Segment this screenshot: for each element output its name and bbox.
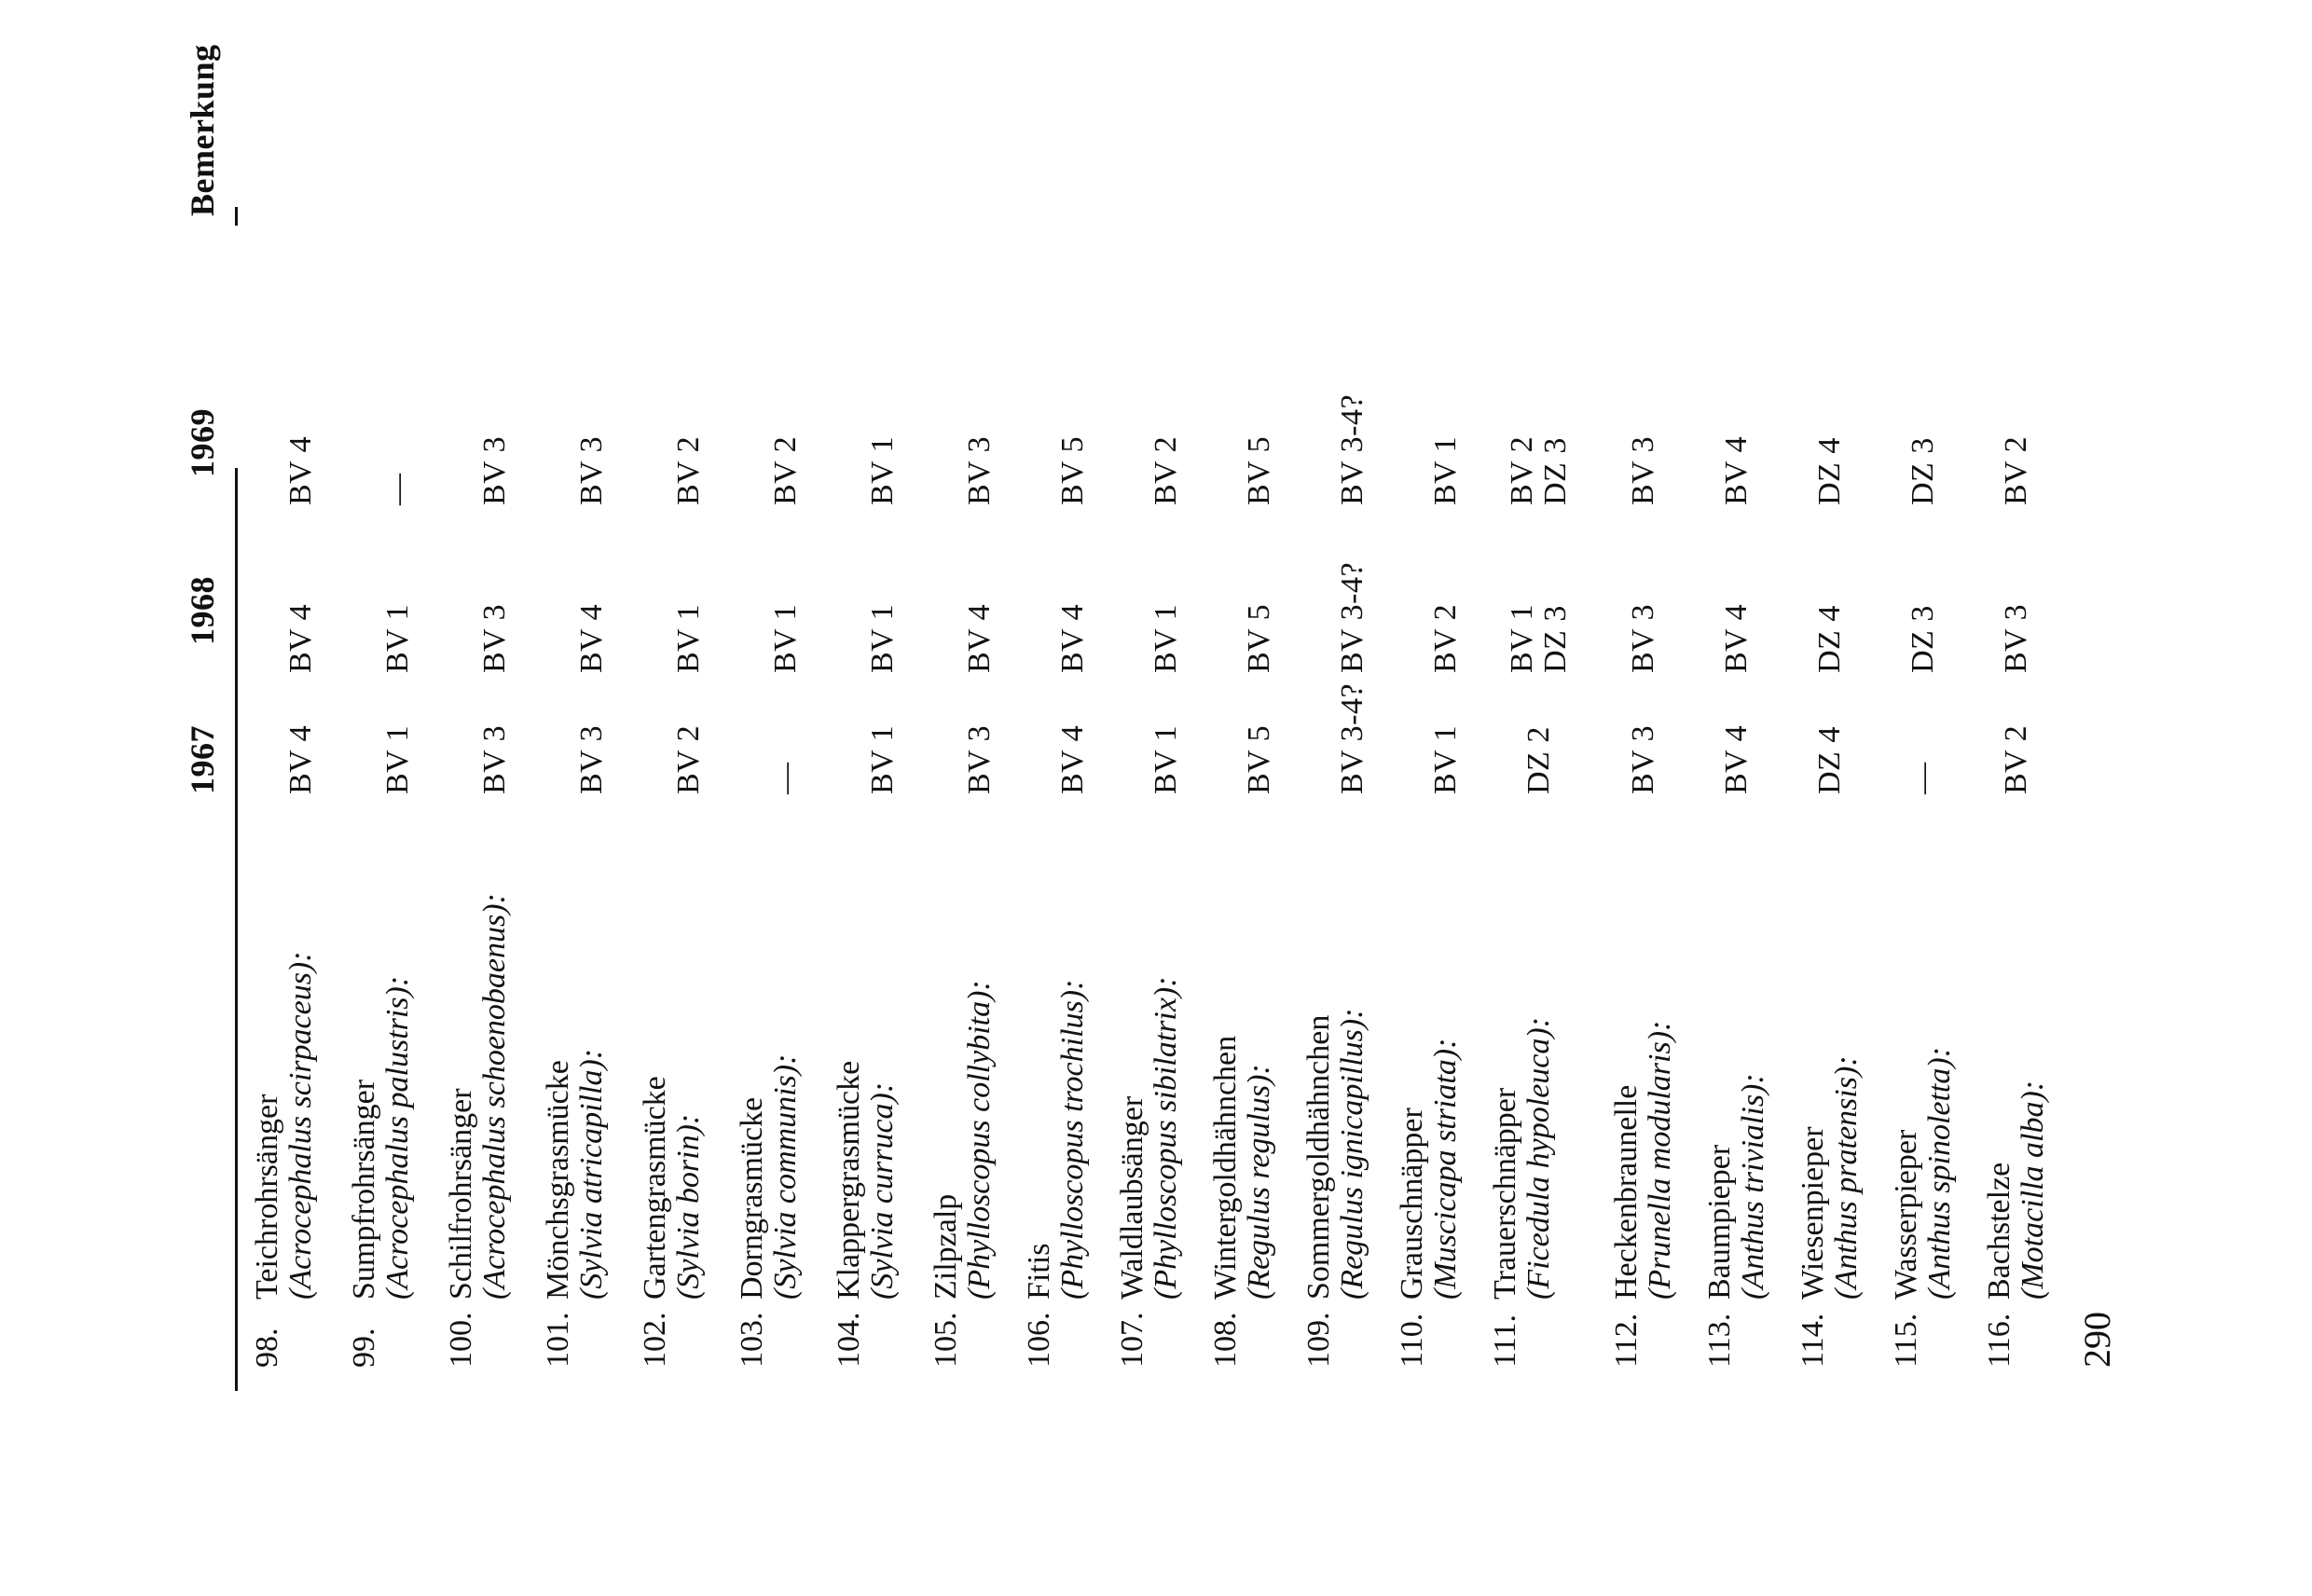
value-1969: BV 3 xyxy=(962,435,997,505)
scientific-name: (Anthus spinoletta): xyxy=(1922,1046,1957,1300)
value-1969: BV 3-4? xyxy=(1335,393,1369,505)
value-1968: BV 4 xyxy=(962,603,997,673)
scientific-name: (Regulus ignicapillus): xyxy=(1335,1008,1369,1300)
value-1967: BV 1 xyxy=(380,724,415,794)
value-1969: BV 3 xyxy=(477,435,512,505)
value-1968: DZ 4 xyxy=(1812,605,1847,673)
value-1969: BV 2 xyxy=(1149,435,1183,505)
entry-number: 99. xyxy=(347,1328,381,1368)
common-name: Heckenbraunelle xyxy=(1609,1084,1644,1300)
value-1967: BV 4 xyxy=(1055,724,1090,794)
value-1968: BV 1 xyxy=(1149,603,1183,673)
value-1967: — xyxy=(1906,762,1940,794)
common-name: Baumpieper xyxy=(1702,1144,1737,1300)
value-1968: BV 4 xyxy=(574,603,609,673)
common-name: Gartengrasmücke xyxy=(638,1076,672,1300)
entry-number: 115. xyxy=(1889,1313,1923,1368)
value-1967: DZ 4 xyxy=(1812,726,1847,794)
value-1967: BV 3-4? xyxy=(1335,682,1369,794)
value-1967: BV 4 xyxy=(283,724,318,794)
common-name: Teichrohrsänger xyxy=(250,1094,284,1300)
header-remark: Bemerkung xyxy=(184,44,221,216)
value-1969: DZ 3 xyxy=(1906,437,1940,505)
value-1967: DZ 2 xyxy=(1521,726,1556,794)
value-1967: BV 4 xyxy=(1719,724,1754,794)
common-name: Waldlaubsänger xyxy=(1115,1095,1149,1300)
common-name: Sommergoldhähnchen xyxy=(1301,1014,1336,1300)
value-1969: BV 1 xyxy=(1428,435,1463,505)
common-name: Wintergoldhähnchen xyxy=(1208,1035,1243,1300)
value-1967: — xyxy=(768,762,803,794)
entry-number: 105. xyxy=(929,1312,963,1368)
common-name: Dorngrasmücke xyxy=(735,1096,769,1300)
scientific-name: (Regulus regulus): xyxy=(1242,1064,1276,1300)
scientific-name: (Anthus pratensis): xyxy=(1829,1055,1864,1300)
value-1968: BV 4 xyxy=(283,603,318,673)
common-name: Klappergrasmücke xyxy=(832,1060,866,1300)
scientific-name: (Acrocephalus schoenobaenus): xyxy=(477,893,512,1300)
common-name: Trauerschnäpper xyxy=(1488,1087,1522,1300)
value-1968: BV 1 xyxy=(380,603,415,673)
entry-number: 111. xyxy=(1488,1314,1522,1368)
value-1969: BV 2 xyxy=(1505,435,1539,505)
value-1968: BV 2 xyxy=(1428,603,1463,673)
header-1968: 1968 xyxy=(184,576,221,645)
scientific-name: (Phylloscopus collybita): xyxy=(962,980,997,1300)
entry-number: 98. xyxy=(250,1328,284,1368)
scientific-name: (Sylvia atricapilla): xyxy=(574,1048,609,1300)
common-name: Wasserpieper xyxy=(1889,1129,1923,1300)
scientific-name: (Phylloscopus trochilus): xyxy=(1055,979,1090,1300)
entry-number: 103. xyxy=(735,1312,769,1368)
scientific-name: (Ficedula hypoleuca): xyxy=(1521,1016,1556,1300)
value-1969: BV 2 xyxy=(1999,435,2033,505)
scientific-name: (Phylloscopus sibilatrix): xyxy=(1149,976,1183,1300)
scientific-name: (Acrocephalus scirpaceus): xyxy=(283,951,318,1300)
common-name: Mönchsgrasmücke xyxy=(541,1060,575,1300)
common-name: Zilpzalp xyxy=(929,1193,963,1300)
header-1967: 1967 xyxy=(184,725,221,794)
value-1967: BV 1 xyxy=(1428,724,1463,794)
value-1969: BV 2 xyxy=(768,435,803,505)
value-1968: DZ 3 xyxy=(1906,605,1940,673)
value-1968: BV 4 xyxy=(1055,603,1090,673)
entry-number: 104. xyxy=(832,1312,866,1368)
value-1967: BV 1 xyxy=(865,724,900,794)
scientific-name: (Sylvia communis): xyxy=(768,1053,803,1300)
entry-number: 107. xyxy=(1115,1312,1149,1368)
common-name: Wiesenpieper xyxy=(1796,1126,1830,1300)
value-1967: BV 3 xyxy=(574,724,609,794)
common-name: Sumpfrohrsänger xyxy=(347,1079,381,1300)
value-1967: BV 3 xyxy=(477,724,512,794)
value-1968-second: DZ 3 xyxy=(1538,605,1573,673)
value-1968: BV 4 xyxy=(1719,603,1754,673)
value-1967: BV 2 xyxy=(1999,724,2033,794)
value-1969: — xyxy=(380,473,415,505)
value-1968: BV 3 xyxy=(1999,603,2033,673)
value-1968: BV 1 xyxy=(768,603,803,673)
entry-number: 108. xyxy=(1208,1312,1243,1368)
common-name: Fitis xyxy=(1022,1243,1056,1300)
scientific-name: (Anthus trivialis): xyxy=(1736,1073,1770,1300)
value-1969-second: DZ 3 xyxy=(1538,437,1573,505)
value-1968: BV 1 xyxy=(671,603,706,673)
entry-number: 116. xyxy=(1982,1313,2016,1368)
value-1969: BV 2 xyxy=(671,435,706,505)
scientific-name: (Sylvia curruca): xyxy=(865,1081,900,1300)
value-1967: BV 2 xyxy=(671,724,706,794)
value-1968: BV 3-4? xyxy=(1335,561,1369,673)
entry-number: 113. xyxy=(1702,1313,1737,1368)
value-1967: BV 5 xyxy=(1242,724,1276,794)
value-1969: BV 4 xyxy=(1719,435,1754,505)
scientific-name: (Acrocephalus palustris): xyxy=(380,975,415,1300)
value-1969: BV 3 xyxy=(1626,435,1660,505)
value-1968: BV 1 xyxy=(865,603,900,673)
header-rule-right xyxy=(235,207,238,226)
common-name: Grauschnäpper xyxy=(1395,1108,1429,1300)
header-1969: 1969 xyxy=(184,408,221,477)
entry-number: 106. xyxy=(1022,1312,1056,1368)
entry-number: 114. xyxy=(1796,1313,1830,1368)
value-1969: BV 5 xyxy=(1242,435,1276,505)
entry-number: 101. xyxy=(541,1312,575,1368)
entry-number: 100. xyxy=(444,1312,478,1368)
value-1969: BV 1 xyxy=(865,435,900,505)
common-name: Bachstelze xyxy=(1982,1162,2016,1300)
value-1969: BV 3 xyxy=(574,435,609,505)
value-1967: BV 3 xyxy=(962,724,997,794)
header-rule xyxy=(235,468,238,1391)
value-1968: BV 3 xyxy=(477,603,512,673)
page-number: 290 xyxy=(2076,1312,2118,1368)
scientific-name: (Motacilla alba): xyxy=(2016,1080,2050,1300)
value-1969: BV 4 xyxy=(283,435,318,505)
value-1967: BV 3 xyxy=(1626,724,1660,794)
entry-number: 102. xyxy=(638,1312,672,1368)
scientific-name: (Prunella modularis): xyxy=(1643,1020,1677,1300)
value-1969: BV 5 xyxy=(1055,435,1090,505)
value-1969: DZ 4 xyxy=(1812,437,1847,505)
value-1967: BV 1 xyxy=(1149,724,1183,794)
entry-number: 112. xyxy=(1609,1313,1644,1368)
scientific-name: (Muscicapa striata): xyxy=(1428,1038,1463,1300)
value-1968: BV 5 xyxy=(1242,603,1276,673)
entry-number: 109. xyxy=(1301,1312,1336,1368)
value-1968: BV 1 xyxy=(1505,603,1539,673)
entry-number: 110. xyxy=(1395,1313,1429,1368)
scientific-name: (Sylvia borin): xyxy=(671,1113,706,1300)
value-1968: BV 3 xyxy=(1626,603,1660,673)
common-name: Schilfrohrsänger xyxy=(444,1088,478,1300)
